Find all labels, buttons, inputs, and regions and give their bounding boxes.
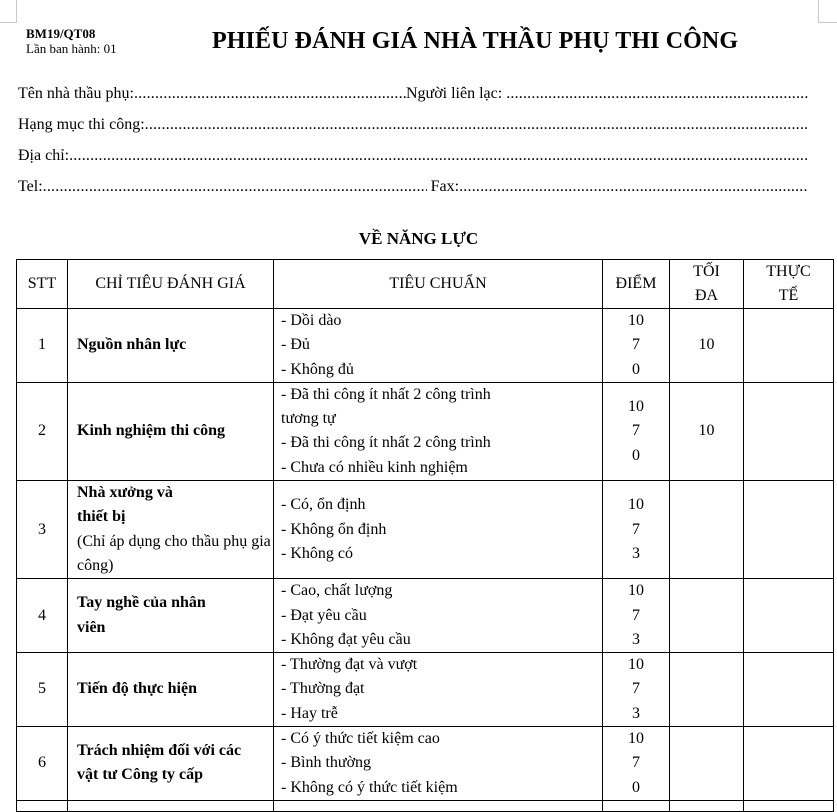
info-row-tel-fax [18, 177, 808, 197]
criteria-label: Trách nhiệm đối với các vật tư Công ty cấp [77, 742, 242, 784]
row-actual-input[interactable] [744, 481, 834, 579]
row-scores [603, 481, 670, 579]
criteria-label: Nhà xưởng và [77, 484, 173, 502]
info-row-work-item [18, 115, 808, 135]
standard-item: - Đã thi công ít nhất 2 công trình [281, 434, 491, 452]
table-row [17, 579, 834, 653]
header-criteria: CHỈ TIÊU ĐÁNH GIÁ [68, 260, 274, 309]
criteria-label: Nguồn nhân lực [77, 336, 187, 354]
section-title: VỀ NĂNG LỰC [358, 229, 479, 248]
criteria-label: Tiến độ thực hiện [77, 680, 197, 698]
criteria-label: thiết bị [77, 508, 126, 526]
subcontractor-name-label: Tên nhà thầu phụ: [18, 85, 134, 102]
standard-item: - Có ý thức tiết kiệm cao [281, 730, 440, 748]
score-value: 0 [632, 446, 640, 464]
table-row [17, 382, 834, 480]
row-max [670, 579, 744, 653]
contact-person-field[interactable] [506, 84, 808, 104]
score-value: 10 [628, 496, 644, 514]
score-value: 7 [632, 336, 640, 354]
header-actual [744, 260, 834, 309]
standard-item: - Không ổn định [281, 520, 387, 538]
row-standards [274, 579, 603, 653]
standard-item: - Thường đạt [281, 680, 365, 698]
score-value: 10 [628, 656, 644, 674]
row-actual-input[interactable] [744, 727, 834, 801]
standard-item: - Không có ý thức tiết kiệm [281, 778, 458, 796]
table-row [17, 653, 834, 727]
header-actual-line2: TẾ [778, 287, 799, 304]
table-row-partial [17, 800, 834, 811]
score-value: 3 [632, 704, 640, 722]
row-actual-input[interactable] [744, 382, 834, 480]
header-max [670, 260, 744, 309]
row-standards [274, 800, 603, 811]
score-value: 0 [632, 360, 640, 378]
fax-field[interactable] [459, 177, 808, 197]
table-row [17, 481, 834, 579]
subcontractor-name-field[interactable] [134, 84, 406, 104]
evaluation-table [16, 259, 834, 812]
page-corner-mark [818, 0, 837, 23]
header-standard: TIÊU CHUẨN [274, 260, 603, 309]
row-scores [603, 382, 670, 480]
standard-item: - Cao, chất lượng [281, 582, 393, 600]
row-actual-input[interactable] [744, 579, 834, 653]
row-actual-input[interactable] [744, 653, 834, 727]
row-scores [603, 800, 670, 811]
score-value: 10 [628, 398, 644, 416]
row-stt: 1 [17, 309, 68, 383]
score-value: 10 [628, 730, 644, 748]
row-max: 10 [670, 382, 744, 480]
row-stt: 6 [17, 727, 68, 801]
header-actual-line1: THỰC [766, 263, 811, 280]
row-criteria [68, 653, 274, 727]
issue-number: Lần ban hành: 01 [26, 41, 117, 56]
standard-item: - Dồi dào [281, 312, 342, 329]
row-scores [603, 653, 670, 727]
tel-label: Tel: [18, 178, 43, 195]
standard-item: - Không đạt yêu cầu [281, 630, 411, 648]
work-item-label: Hạng mục thi công: [18, 116, 145, 133]
header-stt: STT [17, 260, 68, 309]
standard-item: - Đủ [281, 336, 310, 354]
score-value: 7 [632, 606, 640, 624]
work-item-field[interactable] [145, 115, 808, 135]
row-scores [603, 309, 670, 383]
header-max-line2: ĐA [694, 287, 719, 304]
score-value: 10 [628, 582, 644, 600]
row-criteria [68, 727, 274, 801]
row-max [670, 653, 744, 727]
standard-item: - Không có [281, 544, 353, 562]
standard-item: - Đạt yêu cầu [281, 606, 367, 624]
standard-item: - Không đủ [281, 360, 354, 378]
row-scores [603, 727, 670, 801]
page-corner-mark [0, 0, 17, 23]
table-header-row [17, 260, 834, 309]
tel-field[interactable] [43, 177, 427, 197]
score-value: 7 [632, 680, 640, 698]
row-max [670, 727, 744, 801]
score-value: 0 [632, 778, 640, 796]
fax-label: Fax: [430, 178, 460, 195]
score-value: 10 [628, 312, 644, 329]
row-standards [274, 309, 603, 383]
standard-item: - Bình thường [281, 754, 372, 772]
info-row-name-contact [18, 84, 808, 104]
row-max [670, 481, 744, 579]
standard-item: - Có, ổn định [281, 496, 366, 514]
header-max-line1: TỐI [693, 263, 720, 280]
document-code: BM19/QT08 [26, 26, 96, 41]
score-value: 7 [632, 422, 640, 440]
row-stt [17, 800, 68, 811]
standard-item: - Đã thi công ít nhất 2 công trình [281, 385, 491, 403]
row-criteria [68, 309, 274, 383]
contact-person-label: Người liên lạc: [405, 85, 503, 102]
score-value: 7 [632, 520, 640, 538]
info-row-address [18, 146, 808, 166]
address-label: Địa chỉ: [18, 147, 70, 164]
row-criteria [68, 579, 274, 653]
table-row [17, 727, 834, 801]
row-stt: 2 [17, 382, 68, 480]
score-value: 3 [632, 544, 640, 562]
criteria-note: (Chỉ áp dụng cho thầu phụ gia công) [77, 532, 271, 574]
row-max: 10 [670, 309, 744, 383]
criteria-label: Kinh nghiệm thi công [77, 422, 226, 440]
header-score: ĐIỂM [603, 260, 670, 309]
row-max [670, 800, 744, 811]
row-actual-input[interactable] [744, 800, 834, 811]
table-row [17, 309, 834, 383]
row-stt: 5 [17, 653, 68, 727]
row-stt: 3 [17, 481, 68, 579]
row-actual-input[interactable] [744, 309, 834, 383]
criteria-label: Tay nghề của nhân viên [77, 594, 206, 636]
standard-item: - Chưa có nhiều kinh nghiệm [281, 458, 468, 476]
row-criteria [68, 800, 274, 811]
row-scores [603, 579, 670, 653]
score-value: 7 [632, 754, 640, 772]
row-standards [274, 481, 603, 579]
row-criteria [68, 481, 274, 579]
address-field[interactable] [69, 146, 808, 166]
row-stt: 4 [17, 579, 68, 653]
page-title: PHIẾU ĐÁNH GIÁ NHÀ THẦU PHỤ THI CÔNG [212, 28, 739, 54]
standard-item: - Thường đạt và vượt [281, 656, 418, 674]
row-standards [274, 653, 603, 727]
row-criteria [68, 382, 274, 480]
row-standards [274, 382, 603, 480]
row-standards [274, 727, 603, 801]
standard-item: - Hay trễ [281, 704, 338, 722]
score-value: 3 [632, 630, 640, 648]
standard-item: tương tự [281, 410, 336, 428]
